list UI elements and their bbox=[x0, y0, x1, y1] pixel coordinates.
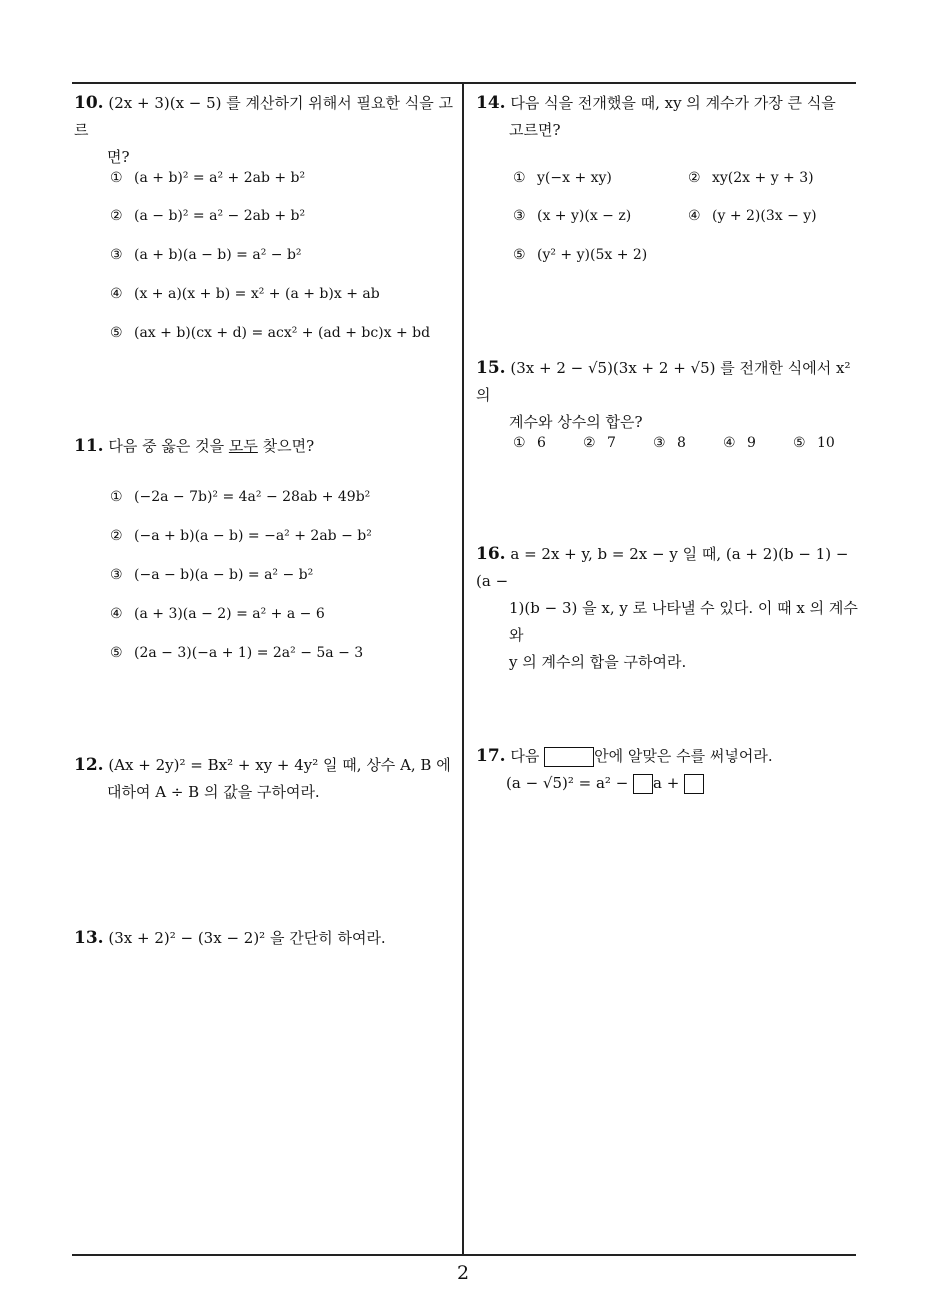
top-rule bbox=[72, 82, 856, 84]
option-4[interactable]: ④ 9 bbox=[723, 435, 756, 451]
question-stem: a = 2x + y, b = 2x − y 일 때, (a + 2)(b − 1) − (a − bbox=[476, 545, 849, 590]
column-divider bbox=[462, 83, 464, 1255]
option-1[interactable]: ① 6 bbox=[513, 435, 546, 451]
question-15 bbox=[476, 355, 860, 436]
question-16 bbox=[476, 541, 860, 676]
question-number: 11. bbox=[74, 436, 104, 456]
question-stem: (Ax + 2y)² = Bx² + xy + 4y² 일 때, 상수 A, B 에 bbox=[108, 756, 451, 774]
option-1[interactable]: ① y(−x + xy) bbox=[513, 170, 612, 186]
answer-box[interactable] bbox=[633, 774, 653, 794]
answer-box[interactable] bbox=[684, 774, 704, 794]
question-stem-cont: 면? bbox=[107, 148, 130, 166]
page-number: 2 bbox=[456, 1262, 470, 1284]
expression-line bbox=[476, 770, 860, 797]
question-stem-cont: y 의 계수의 합을 구하여라. bbox=[509, 653, 687, 671]
expression-left: (a − √5)² = a² − bbox=[506, 774, 629, 792]
option-3[interactable]: ③ 8 bbox=[653, 435, 686, 451]
question-13 bbox=[74, 925, 460, 952]
option-4[interactable]: ④ (a + 3)(a − 2) = a² + a − 6 bbox=[110, 606, 325, 622]
question-stem: (2x + 3)(x − 5) 를 계산하기 위해서 필요한 식을 고르 bbox=[74, 94, 453, 139]
question-stem: (3x + 2)² − (3x − 2)² 을 간단히 하여라. bbox=[108, 929, 386, 947]
option-3[interactable]: ③ (x + y)(x − z) bbox=[513, 208, 632, 224]
question-number: 12. bbox=[74, 755, 104, 775]
question-11 bbox=[74, 433, 460, 460]
option-5[interactable]: ⑤ (ax + b)(cx + d) = acx² + (ad + bc)x + bd bbox=[110, 325, 431, 341]
question-10 bbox=[74, 90, 460, 171]
question-number: 14. bbox=[476, 93, 506, 113]
option-3[interactable]: ③ (a + b)(a − b) = a² − b² bbox=[110, 247, 302, 263]
answer-box[interactable] bbox=[544, 747, 594, 767]
option-3[interactable]: ③ (−a − b)(a − b) = a² − b² bbox=[110, 567, 314, 583]
bottom-rule bbox=[72, 1254, 856, 1256]
option-4[interactable]: ④ (x + a)(x + b) = x² + (a + b)x + ab bbox=[110, 286, 380, 302]
option-2[interactable]: ② (a − b)² = a² − 2ab + b² bbox=[110, 208, 306, 224]
option-4[interactable]: ④ (y + 2)(3x − y) bbox=[688, 208, 817, 224]
question-14 bbox=[476, 90, 860, 144]
question-stem-cont: 대하여 A ÷ B 의 값을 구하여라. bbox=[107, 783, 320, 801]
question-stem: (3x + 2 − √5)(3x + 2 + √5) 를 전개한 식에서 x² 의 bbox=[476, 359, 851, 404]
question-stem-cont: 계수와 상수의 합은? bbox=[509, 413, 643, 431]
question-stem: 다음 중 옳은 것을 bbox=[108, 437, 229, 455]
option-1[interactable]: ① (a + b)² = a² + 2ab + b² bbox=[110, 170, 306, 186]
question-17 bbox=[476, 743, 860, 797]
question-stem-cont: 고르면? bbox=[509, 121, 561, 139]
question-12 bbox=[74, 752, 460, 806]
question-number: 17. bbox=[476, 746, 506, 766]
expression-mid: a + bbox=[653, 774, 680, 792]
emphasis-underline: 모두 bbox=[228, 437, 258, 455]
question-stem: 다음 bbox=[510, 747, 540, 765]
question-number: 16. bbox=[476, 544, 506, 564]
option-2[interactable]: ② xy(2x + y + 3) bbox=[688, 170, 814, 186]
question-stem-cont: 1)(b − 3) 을 x, y 로 나타낼 수 있다. 이 때 x 의 계수와 bbox=[509, 599, 858, 644]
question-number: 13. bbox=[74, 928, 104, 948]
question-number: 10. bbox=[74, 93, 104, 113]
option-2[interactable]: ② (−a + b)(a − b) = −a² + 2ab − b² bbox=[110, 528, 372, 544]
question-number: 15. bbox=[476, 358, 506, 378]
question-stem: 다음 식을 전개했을 때, xy 의 계수가 가장 큰 식을 bbox=[510, 94, 836, 112]
option-1[interactable]: ① (−2a − 7b)² = 4a² − 28ab + 49b² bbox=[110, 489, 371, 505]
option-5[interactable]: ⑤ (y² + y)(5x + 2) bbox=[513, 247, 648, 263]
option-5[interactable]: ⑤ (2a − 3)(−a + 1) = 2a² − 5a − 3 bbox=[110, 645, 364, 661]
option-2[interactable]: ② 7 bbox=[583, 435, 616, 451]
question-stem-end: 안에 알맞은 수를 써넣어라. bbox=[594, 747, 773, 765]
option-5[interactable]: ⑤ 10 bbox=[793, 435, 835, 451]
question-stem-end: 찾으면? bbox=[257, 437, 315, 455]
